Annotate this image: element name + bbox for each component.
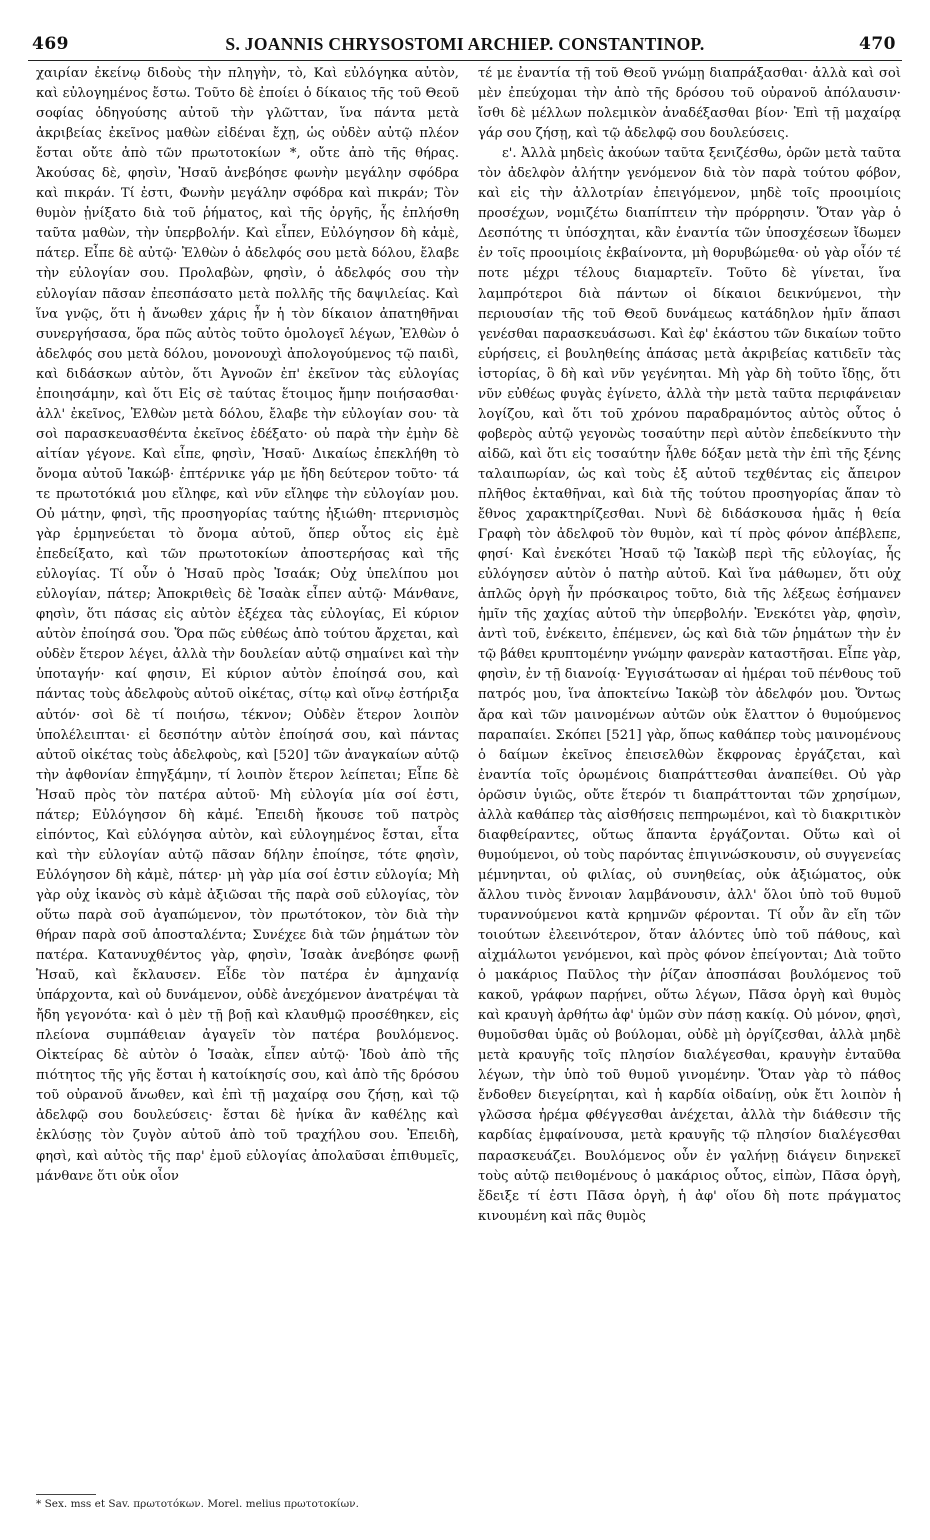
left-column <box>36 64 459 1187</box>
running-header <box>28 34 902 61</box>
right-column-text-1: τέ με ἐναντία τῇ τοῦ Θεοῦ γνώμῃ διαπράξασθαι· ἀλλὰ καὶ σοὶ μὲν ἐπεύχομαι τὴν ἀπὸ τῆς δρόσου τοῦ οὐρανοῦ ἀπόλαυσιν· ἴσθι δὲ μέλλων πολεμικὸν ἀναδέξασθαι βίον· Ἐπὶ τῇ μαχαίρᾳ γάρ σου ζήσῃ, καὶ τῷ ἀδελφῷ σου δουλεύσεις. <box>478 66 901 142</box>
footnote-rule <box>36 1494 96 1495</box>
page-number-right: 470 <box>859 34 896 54</box>
right-column <box>478 64 901 1227</box>
running-title: S. JOANNIS CHRYSOSTOMI ARCHIEP. CONSTANTINOP. <box>225 34 705 54</box>
right-column-text-2: ε'. Ἀλλὰ μηδεὶς ἀκούων ταῦτα ξενιζέσθω, ὁρῶν μετὰ ταῦτα τὸν ἀδελφὸν ἀλήτην γενόμενον διὰ τὸν παρὰ τούτου φόβον, καὶ εἰς τὴν ἀλλοτρίαν ἐπειγόμενον, μηδὲ τοῖς προοιμίοις προσέχων, νομιζέτω διαπίπτειν τὴν πρόρρησιν. Ὅταν γὰρ ὁ Δεσπότης τι ὑπόσχηται, κἂν ἐναντία τῶν ὑποσχέσεων ἴδωμεν ἐν τοῖς προοιμίοις ἐκβαίνοντα, μὴ θορυβώμεθα· οὐ γὰρ οἷόν τέ ποτε μέχρι τέλους διαμαρτεῖν. Τοῦτο δὲ γίνεται, ἵνα λαμπρότεροι διὰ πάντων οἱ δίκαιοι δεικνύμενοι, τὴν περιουσίαν τῆς τοῦ Θεοῦ δυνάμεως κατάδηλον ἡμῖν ἅπασι γενέσθαι παρασκευάσωσι. Καὶ ἐφ' ἑκάστου τῶν δικαίων τοῦτο εὑρήσεις, εἰ βουληθείης ἁπάσας μετὰ ἀκριβείας κατιδεῖν τὰς ἱστορίας, ὃ δὴ καὶ νῦν γεγένηται. Μὴ γὰρ δὴ τοῦτο ἴδῃς, ὅτι νῦν εὐθέως φυγὰς ἐγίνετο, ἀλλὰ τὴν μετὰ ταῦτα περιφάνειαν λογίζου, καὶ ὅτι τοῦ χρόνου παραδραμόντος αὐτὸς οὗτος ὁ φοβερὸς αὐτῷ γεγονὼς τοσαύτην περὶ αὐτὸν ἐπεδείκνυτο τὴν αἰδῶ, καὶ ὅτι εἰς τοσαύτην ἦλθε δόξαν μετὰ τὴν ἐπὶ τῆς ξένης ταλαιπωρίαν, ὡς καὶ τοὺς ἐξ αὐτοῦ τεχθέντας εἰς ἄπειρον πλῆθος ἐκταθῆναι, καὶ διὰ τῆς τούτου προσηγορίας ἅπαν τὸ ἔθνος χαρακτηρίζεσθαι. Νυνὶ δὲ διδάσκουσα ἡμᾶς ἡ θεία Γραφὴ τὸν ἀδελφοῦ τὸν θυμὸν, καὶ τί πρὸς φόνον ἀπέβλεπε, φησί· Καὶ ἐνεκότει Ἠσαῦ τῷ Ἰακὼβ περὶ τῆς εὐλογίας, ἧς εὐλόγησεν αὐτὸν ὁ πατὴρ αὐτοῦ. Καὶ ἵνα μάθωμεν, ὅτι οὐχ ἁπλῶς ὀργὴ ἦν πρόσκαιρος τοῦτο, διὰ τῆς λέξεως ἐσήμανεν ἡμῖν τῆς χαχίας αὐτοῦ τὴν ὑπερβολήν. Ἐνεκότει γὰρ, φησὶν, ἀντὶ τοῦ, ἐνέκειτο, ἐπέμενεν, ὡς καὶ διὰ τῶν ῥημάτων τὴν ἐν τῷ βάθει κρυπτομένην γνώμην φανερὰν καταστῆσαι. Εἶπε γὰρ, φησὶν, ἐν τῇ διανοίᾳ· Ἐγγισάτωσαν αἱ ἡμέραι τοῦ πένθους τοῦ πατρός μου, ἵνα ἀποκτείνω Ἰακὼβ τὸν ἀδελφόν μου. Ὄντως ἄρα καὶ τῶν μαινομένων αὐτῶν οὐκ ἔλαττον ὁ θυμούμενος παραπαίει. Σκόπει [521] γὰρ, ὅπως καθάπερ τοὺς μαινομένους ὁ δαίμων ἐκεῖνος ἐπεισελθὼν ἔκφρονας ἐργάζεται, καὶ ἐναντία τοῖς ὁρωμένοις διαπράττεσθαι ἀναπείθει. Οὐ γὰρ ὁρῶσιν ὑγιῶς, οὔτε ἕτερόν τι διαπράττονται τῶν χρησίμων, ἀλλὰ καθάπερ τὰς αἰσθήσεις πεπηρωμένοι, καὶ τὸ διακριτικὸν διαφθείραντες, οὕτως ἅπαντα ἐργάζονται. Οὕτω καὶ οἱ θυμούμενοι, οὐ τοὺς παρόντας ἐπιγινώσκουσιν, οὐ συγγενείας μέμνηνται, οὐ φιλίας, οὐ συνηθείας, οὐκ ἀξιώματος, οὐκ ἄλλου τινὸς ἔννοιαν λαμβάνουσιν, ἀλλ' ὅλοι ὑπὸ τοῦ θυμοῦ τυραννούμενοι κατὰ κρημνῶν φέρονται. Τί οὖν ἂν εἴη τῶν τοιούτων ἐλεεινότερον, ὅταν ἁλόντες ὑπὸ τοῦ πάθους, καὶ αἰχμάλωτοι γενόμενοι, καὶ πρὸς φόνον ἐπείγονται; Διὰ τοῦτο ὁ μακάριος Παῦλος τὴν ῥίζαν ἀποσπάσαι βουλόμενος τοῦ κακοῦ, γράφων παρῄνει, οὕτω λέγων, Πᾶσα ὀργὴ καὶ θυμὸς καὶ κραυγὴ ἀρθήτω ἀφ' ὑμῶν σὺν πάσῃ κακίᾳ. Οὐ μόνον, φησὶ, θυμοῦσθαι ὑμᾶς οὐ βούλομαι, οὐδὲ μὴ ὀργίζεσθαι, ἀλλὰ μηδὲ μετὰ κραυγῆς τοῖς πλησίον διαλέγεσθαι, κραυγὴν ἐνταῦθα λέγων, τὴν ὑπὸ τοῦ θυμοῦ γινομένην. Ὅταν γὰρ τὸ πάθος ἔνδοθεν διεγείρηται, καὶ ἡ καρδία οἰδαίνῃ, οὐκ ἔτι λοιπὸν ἡ γλῶσσα ἠρέμα φθέγγεσθαι ἀνέχεται, ἀλλὰ τὴν διάθεσιν τῆς καρδίας ἐμφαίνουσα, μετὰ κραυγῆς τῷ πλησίον διαλέγεσθαι παρασκευάζει. Βουλόμενος οὖν ἐν γαλήνῃ διάγειν διηνεκεῖ τοὺς αὐτῷ πειθομένους ὁ μακάριος οὗτος, εἰπὼν, Πᾶσα ὀργὴ, ἔδειξε τί ἐστι Πᾶσα ὀργὴ, ἡ ἀφ' οἵου δὴ ποτε πράγματος κινουμένη καὶ πᾶς θυμὸς <box>478 146 901 1224</box>
left-column-text: χαιρίαν ἐκείνῳ διδοὺς τὴν πληγὴν, τὸ, Καὶ εὐλόγηκα αὐτὸν, καὶ εὐλογημένος ἔστω. Τοῦτο δὲ ἐποίει ὁ δίκαιος τῆς τοῦ Θεοῦ σοφίας ὁδηγούσης αὐτοῦ τὴν γλῶτταν, ἵνα πάντα μετὰ ἀκριβείας ἐκεῖνος μαθὼν εἰδέναι ἔχῃ, ὡς οὐδὲν αὐτῷ πλέον ἔσται οὔτε ἀπὸ τῶν πρωτοτοκίων *, οὔτε ἀπὸ τῆς θήρας. Ἀκούσας δὲ, φησὶν, Ἠσαῦ ἀνεβόησε φωνὴν μεγάλην σφόδρα καὶ πικράν. Τί ἐστι, Φωνὴν μεγάλην σφόδρα καὶ πικράν; Τὸν θυμὸν ᾐνίξατο διὰ τοῦ ῥήματος, καὶ τῆς ὀργῆς, ἧς ἐπλήσθη ταῦτα μαθὼν, τὴν ὑπερβολήν. Καὶ εἶπεν, Εὐλόγησον δὴ κἀμὲ, πάτερ. Εἶπε δὲ αὐτῷ· Ἐλθὼν ὁ ἀδελφός σου μετὰ δόλου, ἔλαβε τὴν εὐλογίαν σου. Προλαβὼν, φησὶν, ὁ ἀδελφός σου τὴν εὐλογίαν πᾶσαν ἐπεσπάσατο μετὰ πολλῆς τῆς δαψιλείας. Καὶ ἵνα γνῷς, ὅτι ἡ ἄνωθεν χάρις ἦν ἡ τὸν δίκαιον ἀπατηθῆναι συνεργήσασα, ὅρα πῶς αὐτὸς τοῦτο ὁμολογεῖ λέγων, Ἐλθὼν ὁ ἀδελφός σου μετὰ δόλου, μονονουχὶ ἀπολογούμενος τῷ παιδὶ, καὶ διδάσκων αὐτὸν, ὅτι Ἀγνοῶν ἐπ' ἐκεῖνον τὰς εὐλογίας ἐποιησάμην, καὶ ὅτι Εἰς σὲ ταύτας ἕτοιμος ἤμην ποιήσασθαι· ἀλλ' ἐκεῖνος, Ἐλθὼν μετὰ δόλου, ἔλαβε τὴν εὐλογίαν σου· τὰ σοὶ παρασκευασθέντα ἐκεῖνος ἐδέξατο· οὐ παρὰ τὴν ἐμὴν δὲ αἰτίαν γέγονε. Καὶ εἶπε, φησὶν, Ἠσαῦ· Δικαίως ἐπεκλήθη τὸ ὄνομα αὐτοῦ Ἰακώβ· ἐπτέρνικε γάρ με ἤδη δεύτερον τοῦτο· τά τε πρωτοτόκιά μου εἴληφε, καὶ νῦν εἴληφε τὴν εὐλογίαν μου. Οὐ μάτην, φησὶ, τῆς προσηγορίας ταύτης ἠξιώθη· πτερνισμὸς γὰρ ἑρμηνεύεται τὸ ὄνομα αὐτοῦ, ὅπερ οὗτος εἰς ἐμὲ ἐπεδείξατο, καὶ τῶν πρωτοτοκίων ἀποστερήσας καὶ τῆς εὐλογίας. Τί οὖν ὁ Ἠσαῦ πρὸς Ἰσαάκ; Οὐχ ὑπελίπου μοι εὐλογίαν, πάτερ; Ἀποκριθεὶς δὲ Ἰσαὰκ εἶπεν αὐτῷ· Μάνθανε, φησὶν, ὅτι πάσας εἰς αὐτὸν ἐξέχεα τὰς εὐλογίας, Εἰ κύριον αὐτὸν ἐποίησά σου. Ὅρα πῶς εὐθέως ἀπὸ τούτου ἄρχεται, καὶ οὐδὲν ἕτερον λέγει, ἀλλὰ τὴν δουλείαν αὐτῷ σημαίνει καὶ τὴν ὑποταγήν· καί φησιν, Εἰ κύριον αὐτὸν ἐποίησά σου, καὶ πάντας τοὺς ἀδελφοὺς αὐτοῦ οἰκέτας, σίτῳ καὶ οἴνῳ ἐστήριξα αὐτόν· σοὶ δὲ τί ποιήσω, τέκνον; Οὐδὲν ἕτερον λοιπὸν ὑπολέλειπται· εἰ δεσπότην αὐτὸν ἐποίησά σου, καὶ πάντας αὐτοῦ οἰκέτας τοὺς ἀδελφοὺς, καὶ [520] τῶν ἀναγκαίων αὐτῷ τὴν ἀφθονίαν ἐπηγξάμην, τί λοιπὸν ἕτερον λείπεται; Εἶπε δὲ Ἠσαῦ πρὸς τὸν πατέρα αὐτοῦ· Μὴ εὐλογία μία σοί ἐστι, πάτερ; Εὐλόγησον δὴ κἀμέ. Ἐπειδὴ ἤκουσε τοῦ πατρὸς εἰπόντος, Καὶ εὐλόγησα αὐτὸν, καὶ εὐλογημένος ἔσται, εἶτα καὶ τὴν εὐλογίαν αὐτῷ πᾶσαν δήλην ἐποίησε, τότε φησὶν, Εὐλόγησον δὴ κἀμὲ, πάτερ· μὴ γὰρ μία σοί ἐστιν εὐλογία; Μὴ γὰρ οὐχ ἱκανὸς σὺ κἀμὲ ἀξιῶσαι τῆς παρὰ σοῦ εὐλογίας, τὸν οὕτω παρὰ σοῦ ἀγαπώμενον, τὸν πρωτότοκον, τὸν διὰ τὴν θήραν παρὰ σοῦ ἀποσταλέντα; Συνέχεε διὰ τῶν ῥημάτων τὸν πατέρα. Κατανυχθέντος γὰρ, φησὶν, Ἰσαὰκ ἀνεβόησε φωνῇ Ἠσαῦ, καὶ ἔκλαυσεν. Εἶδε τὸν πατέρα ἐν ἀμηχανίᾳ ὑπάρχοντα, καὶ οὐ δυνάμενον, οὐδὲ ἀνεχόμενον ἀνατρέψαι τὰ ἤδη γεγονότα· καὶ ὁ μὲν τῇ βοῇ καὶ κλαυθμῷ προσέθηκεν, εἰς πλείονα συμπάθειαν ἀγαγεῖν τὸν πατέρα βουλόμενος. Οἰκτείρας δὲ αὐτὸν ὁ Ἰσαὰκ, εἶπεν αὐτῷ· Ἰδοὺ ἀπὸ τῆς πιότητος τῆς γῆς ἔσται ἡ κατοίκησίς σου, καὶ ἀπὸ τῆς δρόσου τοῦ οὐρανοῦ ἄνωθεν, καὶ ἐπὶ τῇ μαχαίρᾳ σου ζήσῃ, καὶ τῷ ἀδελφῷ σου δουλεύσεις· ἔσται δὲ ἡνίκα ἂν καθέλῃς καὶ ἐκλύσῃς τὸν ζυγὸν αὐτοῦ ἀπὸ τοῦ τραχήλου σου. Ἐπειδὴ, φησὶ, καὶ αὐτὸς τῆς παρ' ἐμοῦ εὐλογίας ἀπολαῦσαι ἐπιθυμεῖς, μάνθανε ὅτι οὐκ οἶον <box>36 66 459 1184</box>
page-number-left: 469 <box>32 34 69 54</box>
footnote: * Sex. mss et Sav. πρωτοτόκων. Morel. melius πρωτοτοκίων. <box>36 1498 359 1510</box>
